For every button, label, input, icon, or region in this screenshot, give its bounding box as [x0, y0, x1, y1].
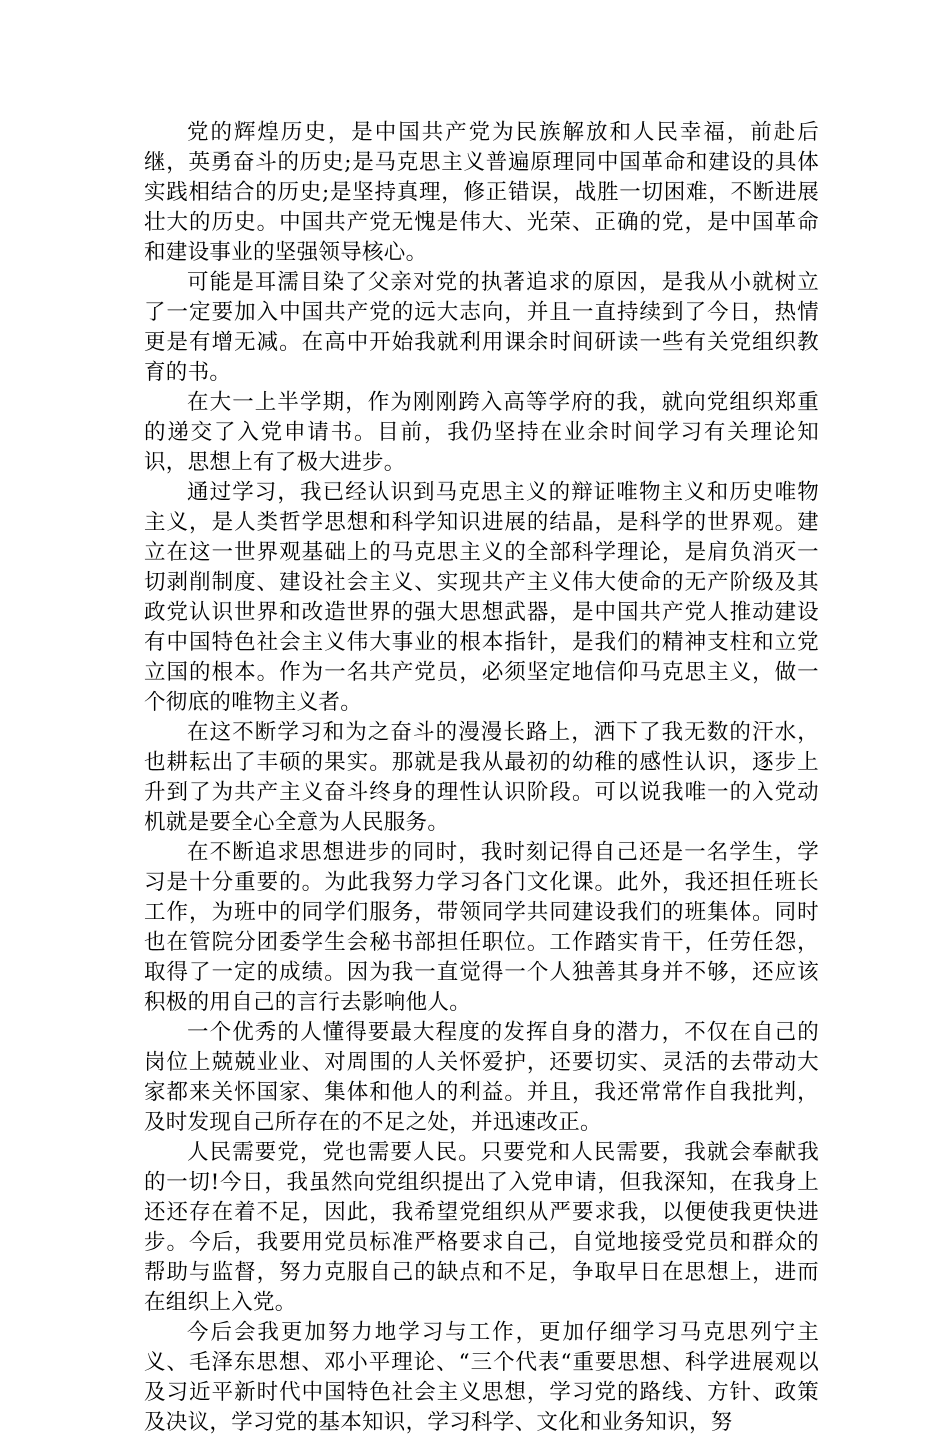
paragraph-party-history: 党的辉煌历史，是中国共产党为民族解放和人民幸福，前赴后继，英勇奋斗的历史;是马克思主义普遍原理同中国革命和建设的具体实践相结合的历史;是坚持真理，修正错误，战胜一切困难，不断进展壮大的历史。中国共产党无愧是伟大、光荣、正确的党，是中国革命和建设事业的坚强领导核心。	[144, 120, 819, 265]
paragraph-marxism-study: 通过学习，我已经认识到马克思主义的辩证唯物主义和历史唯物主义，是人类哲学思想和科学知识进展的结晶，是科学的世界观。建立在这一世界观基础上的马克思主义的全部科学理论，是肩负消灭一切剥削制度、建设社会主义、实现共产主义伟大使命的无产阶级及其政党认识世界和改造世界的强大思想武器，是中国共产党人推动建设有中国特色社会主义伟大事业的根本指针，是我们的精神支柱和立党立国的根本。作为一名共产党员，必须坚定地信仰马克思主义，做一个彻底的唯物主义者。	[144, 480, 819, 715]
paragraph-application: 在大一上半学期，作为刚刚跨入高等学府的我，就向党组织郑重的递交了入党申请书。目前，我仍坚持在业余时间学习有关理论知识，思想上有了极大进步。	[144, 390, 819, 475]
paragraph-future-plans: 今后会我更加努力地学习与工作，更加仔细学习马克思列宁主义、毛泽东思想、邓小平理论、“三个代表“重要思想、科学进展观以及习近平新时代中国特色社会主义思想，学习党的路线、方针、政策及决议，学习党的基本知识，学习科学、文化和业务知识，努	[144, 1320, 819, 1435]
paragraph-student-work: 在不断追求思想进步的同时，我时刻记得自己还是一名学生，学习是十分重要的。为此我努力学习各门文化课。此外，我还担任班长工作，为班中的同学们服务，带领同学共同建设我们的班集体。同时也在管院分团委学生会秘书部担任职位。工作踏实肯干，任劳任怨，取得了一定的成绩。因为我一直觉得一个人独善其身并不够，还应该积极的用自己的言行去影响他人。	[144, 840, 819, 1015]
paragraph-aspiration: 可能是耳濡目染了父亲对党的执著追求的原因，是我从小就树立了一定要加入中国共产党的远大志向，并且一直持续到了今日，热情更是有增无减。在高中开始我就利用课余时间研读一些有关党组织教育的书。	[144, 270, 819, 385]
paragraph-dedication: 人民需要党，党也需要人民。只要党和人民需要，我就会奉献我的一切!今日，我虽然向党组织提出了入党申请，但我深知，在我身上还还存在着不足，因此，我希望党组织从严要求我，以便使我更快进步。今后，我要用党员标准严格要求自己，自觉地接受党员和群众的帮助与监督，努力克服自己的缺点和不足，争取早日在思想上，进而在组织上入党。	[144, 1140, 819, 1315]
document-page	[144, 118, 819, 1438]
paragraph-self-improvement: 一个优秀的人懂得要最大程度的发挥自身的潜力，不仅在自己的岗位上兢兢业业、对周围的人关怀爱护，还要切实、灵活的去带动大家都来关怀国家、集体和他人的利益。并且，我还常常作自我批判，及时发现自己所存在的不足之处，并迅速改正。	[144, 1020, 819, 1135]
paragraph-motivation: 在这不断学习和为之奋斗的漫漫长路上，洒下了我无数的汗水，也耕耘出了丰硕的果实。那就是我从最初的幼稚的感性认识，逐步上升到了为共产主义奋斗终身的理性认识阶段。可以说我唯一的入党动机就是要全心全意为人民服务。	[144, 720, 819, 835]
